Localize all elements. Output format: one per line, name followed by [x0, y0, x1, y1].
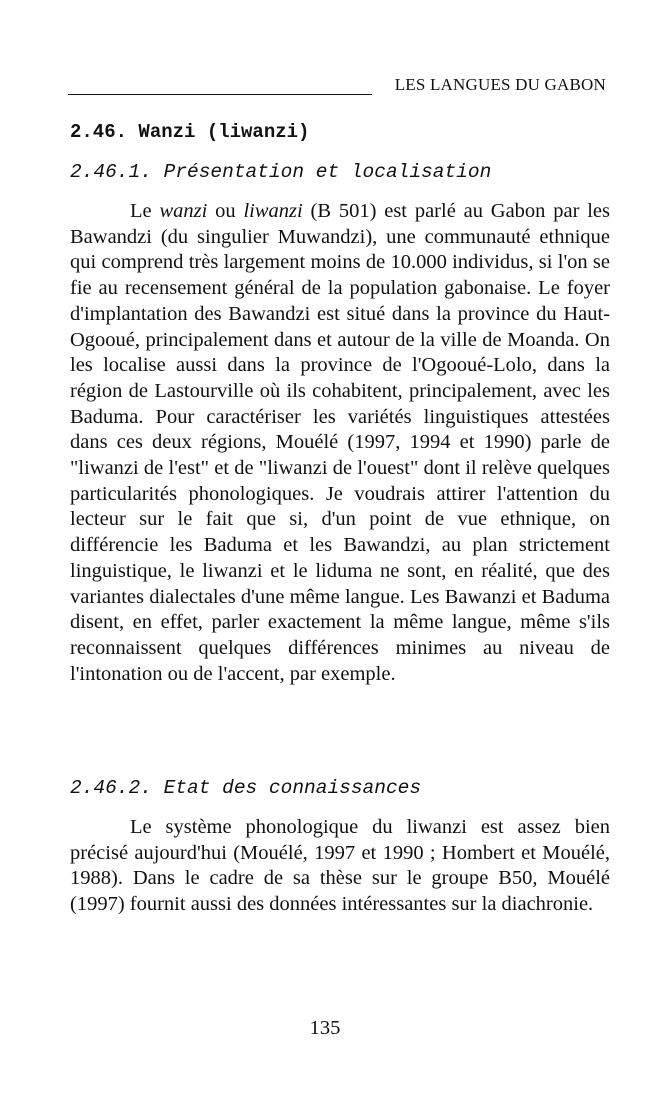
page-number: 135	[309, 1017, 341, 1039]
subsection-heading-state-of-knowledge: 2.46.2. Etat des connaissances	[70, 777, 422, 799]
language-name-wanzi: wanzi	[159, 200, 208, 222]
paragraph-state-of-knowledge: Le système phonologique du liwanzi est assez bien précisé aujourd'hui (Mouélé, 1997 et 1990 ; Hombert et Mouélé, 1988). Dans le cadre de sa thèse sur le groupe B50, Mouélé (1997) fournit aussi des données intéressantes sur la diachronie.	[70, 816, 610, 916]
paragraph-text: (B 501) est parlé au Gabon par les Bawandzi (du singulier Muwandzi), une communauté ethnique qui comprend très largement moins de 10.000 individus, si l'on se fie au recensement général de la population gabonaise. Le foyer d'implantation des Bawandzi est situé dans la province du Haut-Ogooué, principalement dans et autour de la ville de Moanda. On les localise aussi dans la province de l'Ogooué-Lolo, dans la région de Lastourville où ils cohabitent, principalement, avec les Baduma. Pour caractériser les variétés linguistiques attestées dans ces deux régions, Mouélé (1997, 1994 et 1990) parle de "liwanzi de l'est" et de "liwanzi de l'ouest" dont il relève quelques particularités phonologiques. Je voudrais attirer l'attention du lecteur sur le fait que si, d'un point de vue ethnique, on différencie les Baduma et les Bawandzi, au plan strictement linguistique, le liwanzi et le liduma ne sont, en réalité, que des variantes dialectales d'une même langue. Les Bawanzi et Baduma disent, en effet, parler exactement la même langue, même s'ils reconnaissent quelques différences minimes au niveau de l'intonation ou de l'accent, par exemple.	[70, 200, 611, 685]
paragraph-text: Le	[130, 200, 160, 222]
paragraph-text: ou	[207, 200, 244, 222]
header-rule	[68, 94, 372, 95]
language-name-liwanzi: liwanzi	[243, 200, 303, 222]
running-title: LES LANGUES DU GABON	[394, 75, 606, 94]
subsection-heading-presentation: 2.46.1. Présentation et localisation	[70, 161, 492, 183]
running-header	[68, 72, 606, 98]
section-heading: 2.46. Wanzi (liwanzi)	[70, 121, 310, 143]
paragraph-presentation	[70, 199, 610, 687]
